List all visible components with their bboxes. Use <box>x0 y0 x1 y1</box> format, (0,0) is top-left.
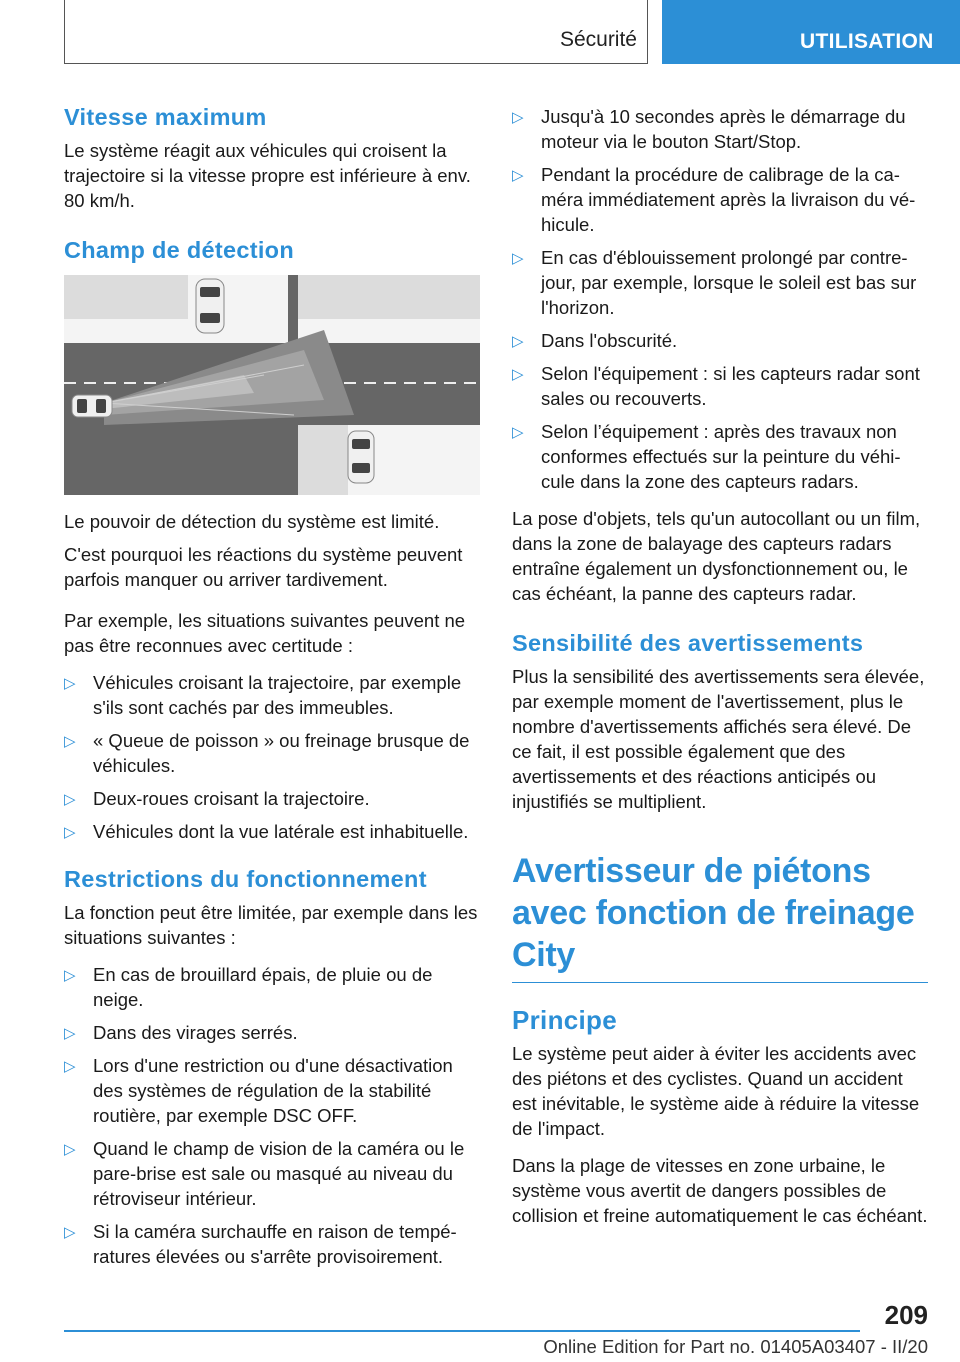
triangle-bullet-icon: ▷ <box>512 167 524 184</box>
heading-avertisseur-pietons: Avertisseur de piétons avec fonction de freinage City <box>512 850 928 983</box>
paragraph-principe-2: Dans la plage de vitesses en zone urbaine, le système vous avertit de dangers possibles de collision et freine automatiquement le cas échéant. <box>512 1155 928 1226</box>
paragraph-principe-1: Le système peut aider à éviter les accidents avec des piétons et des cyclistes. Quand un accident est inévitable, le système aide à réduire la vitesse de l'impact. <box>512 1043 920 1139</box>
list-item: ▷ Dans l'obscurité. <box>512 328 928 353</box>
list-item: ▷ Si la caméra surchauffe en raison de températures élevées ou s'arrête provisoirement. <box>64 1221 457 1267</box>
list-item: ▷ Pendant la procédure de calibrage de la caméra immédiatement après la livraison du véhicule. <box>512 164 916 235</box>
triangle-bullet-icon: ▷ <box>64 1141 76 1158</box>
list-item: ▷ Jusqu'à 10 secondes après le démarrage du moteur via le bouton Start/Stop. <box>512 106 906 152</box>
paragraph-pouvoir: Le pouvoir de détection du système est limité. <box>64 511 440 532</box>
heading-vitesse-maximum: Vitesse maximum <box>64 104 267 130</box>
triangle-bullet-icon: ▷ <box>64 824 76 841</box>
left-column <box>64 102 480 1281</box>
list-situations <box>64 670 480 844</box>
section-title: Sécurité <box>559 28 637 51</box>
triangle-bullet-icon: ▷ <box>512 424 524 441</box>
triangle-bullet-icon: ▷ <box>64 791 76 808</box>
triangle-bullet-icon: ▷ <box>512 109 524 126</box>
edition-info: Online Edition for Part no. 01405A03407 - II/20 <box>543 1336 928 1357</box>
paragraph-exemple: Par exemple, les situations suivantes peuvent ne pas être reconnues avec certitude : <box>64 610 466 656</box>
triangle-bullet-icon: ▷ <box>64 675 76 692</box>
paragraph-pourquoi: C'est pourquoi les réactions du système peuvent parfois manquer ou arriver tardivement. <box>64 544 463 590</box>
list-item: ▷ « Queue de poisson » ou freinage brusque de véhicules. <box>64 730 470 776</box>
footer-divider <box>64 1330 860 1332</box>
list-item: ▷ Deux-roues croisant la trajectoire. <box>64 786 480 811</box>
header-frame <box>64 0 648 64</box>
paragraph-vitesse: Le système réagit aux véhicules qui croisent la trajectoire si la vitesse propre est inférieure à env. 80 km/h. <box>64 140 471 211</box>
list-restrictions <box>64 962 480 1269</box>
triangle-bullet-icon: ▷ <box>64 733 76 750</box>
triangle-bullet-icon: ▷ <box>64 967 76 984</box>
list-item: ▷ En cas de brouillard épais, de pluie ou de neige. <box>64 964 433 1010</box>
list-restrictions-continued <box>512 104 928 494</box>
triangle-bullet-icon: ▷ <box>64 1224 76 1241</box>
list-item: ▷ Véhicules croisant la trajectoire, par exemple s'ils sont cachés par des immeubles. <box>64 672 462 718</box>
paragraph-pose-objets: La pose d'objets, tels qu'un autocollant ou un film, dans la zone de balayage des capteurs radars entraîne également un dysfonctionnement ou, le cas échéant, la panne des capteurs radar. <box>512 508 921 604</box>
heading-principe: Principe <box>512 1005 617 1035</box>
list-item: ▷ Quand le champ de vision de la caméra ou le pare-brise est sale ou masqué au niveau du rétroviseur intérieur. <box>64 1138 465 1209</box>
triangle-bullet-icon: ▷ <box>64 1025 76 1042</box>
paragraph-sensibilite: Plus la sensibilité des avertissements sera élevée, par exemple moment de l'avertissement, plus le nombre d'avertissements affichés sera élevé. De ce fait, il est possible également que des avertissements et des réactions anticipés ou injustifiés se multiplient. <box>512 666 925 812</box>
chapter-tab[interactable]: UTILISATION <box>662 0 960 64</box>
paragraph-restrictions: La fonction peut être limitée, par exemple dans les situations suivantes : <box>64 902 478 948</box>
page-number: 209 <box>884 1300 928 1330</box>
list-item: ▷ Dans des virages serrés. <box>64 1020 480 1045</box>
heading-champ-detection: Champ de détection <box>64 237 294 263</box>
list-item: ▷ Lors d'une restriction ou d'une désactivation des systèmes de régulation de la stabilité routière, par exemple DSC OFF. <box>64 1055 453 1126</box>
heading-sensibilite: Sensibilité des avertissements <box>512 630 864 656</box>
triangle-bullet-icon: ▷ <box>512 366 524 383</box>
triangle-bullet-icon: ▷ <box>512 333 524 350</box>
triangle-bullet-icon: ▷ <box>64 1058 76 1075</box>
list-item: ▷ Selon l'équipement : si les capteurs radar sont sales ou recouverts. <box>512 363 920 409</box>
right-column <box>512 104 928 1240</box>
list-item: ▷ En cas d'éblouissement prolongé par contrejour, par exemple, lorsque le soleil est bas sur l'horizon. <box>512 247 917 318</box>
detection-field-illustration <box>64 275 480 495</box>
list-item: ▷ Véhicules dont la vue latérale est inhabituelle. <box>64 819 480 844</box>
heading-restrictions: Restrictions du fonctionnement <box>64 866 427 892</box>
list-item: ▷ Selon l’équipement : après des travaux non conformes effectués sur la peinture du véhicule dans la zone des capteurs radars. <box>512 421 901 492</box>
triangle-bullet-icon: ▷ <box>512 250 524 267</box>
